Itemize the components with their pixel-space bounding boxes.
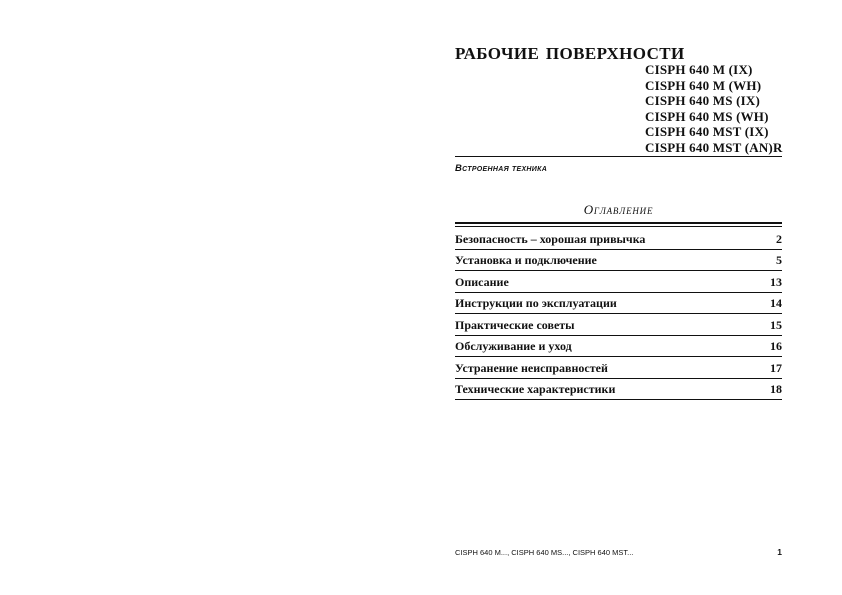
toc-entry-label: Безопасность – хорошая привычка	[455, 231, 646, 246]
toc-entry-page: 15	[770, 317, 782, 332]
model-name: CISPH 640 MST (IX)	[645, 124, 769, 140]
toc-entry-page: 17	[770, 360, 782, 375]
model-name: CISPH 640 M (IX)	[645, 62, 753, 77]
toc-divider-thin	[455, 226, 782, 227]
toc-entry-label: Устранение неисправностей	[455, 360, 608, 375]
toc-heading: Оглавление	[583, 202, 654, 217]
toc-entry-troubleshooting[interactable]	[455, 357, 782, 379]
model-name: CISPH 640 MS (IX)	[645, 93, 760, 109]
model-name: CISPH 640 MS (WH)	[645, 108, 769, 124]
toc-entry-installation[interactable]	[455, 250, 782, 272]
model-name: CISPH 640 MST (AN)R	[645, 139, 783, 155]
toc-entry-label: Инструкции по эксплуатации	[455, 296, 617, 311]
toc-entry-label: Установка и подключение	[455, 253, 597, 268]
toc-entry-label: Обслуживание и уход	[455, 339, 572, 354]
toc-entry-page: 2	[776, 231, 782, 246]
header-divider	[455, 156, 782, 157]
toc-entry-practical-tips[interactable]	[455, 314, 782, 336]
toc-entry-maintenance[interactable]	[455, 336, 782, 358]
model-list	[645, 62, 783, 156]
toc-entry-specifications[interactable]	[455, 379, 782, 401]
toc-entry-page: 18	[770, 382, 782, 397]
footer-models: CISPH 640 M..., CISPH 640 MS..., CISPH 640 MST...	[455, 548, 634, 557]
toc-entry-page: 13	[770, 274, 782, 289]
table-of-contents	[455, 228, 782, 400]
toc-entry-label: Описание	[455, 274, 509, 289]
toc-entry-label: Технические характеристики	[455, 382, 616, 397]
toc-entry-page: 16	[770, 339, 782, 354]
toc-entry-page: 14	[770, 296, 782, 311]
toc-entry-operating-instructions[interactable]	[455, 293, 782, 315]
toc-entry-description[interactable]	[455, 271, 782, 293]
toc-entry-page: 5	[776, 253, 782, 268]
toc-divider-thick	[455, 222, 782, 224]
toc-entry-label: Практические советы	[455, 317, 575, 332]
category-label: Встроенная техника	[455, 163, 548, 174]
toc-entry-safety[interactable]	[455, 228, 782, 250]
footer-page-number: 1	[777, 547, 782, 557]
document-title: РАБОЧИЕ ПОВЕРХНОСТИ	[455, 44, 685, 63]
model-name: CISPH 640 M (WH)	[645, 77, 762, 93]
